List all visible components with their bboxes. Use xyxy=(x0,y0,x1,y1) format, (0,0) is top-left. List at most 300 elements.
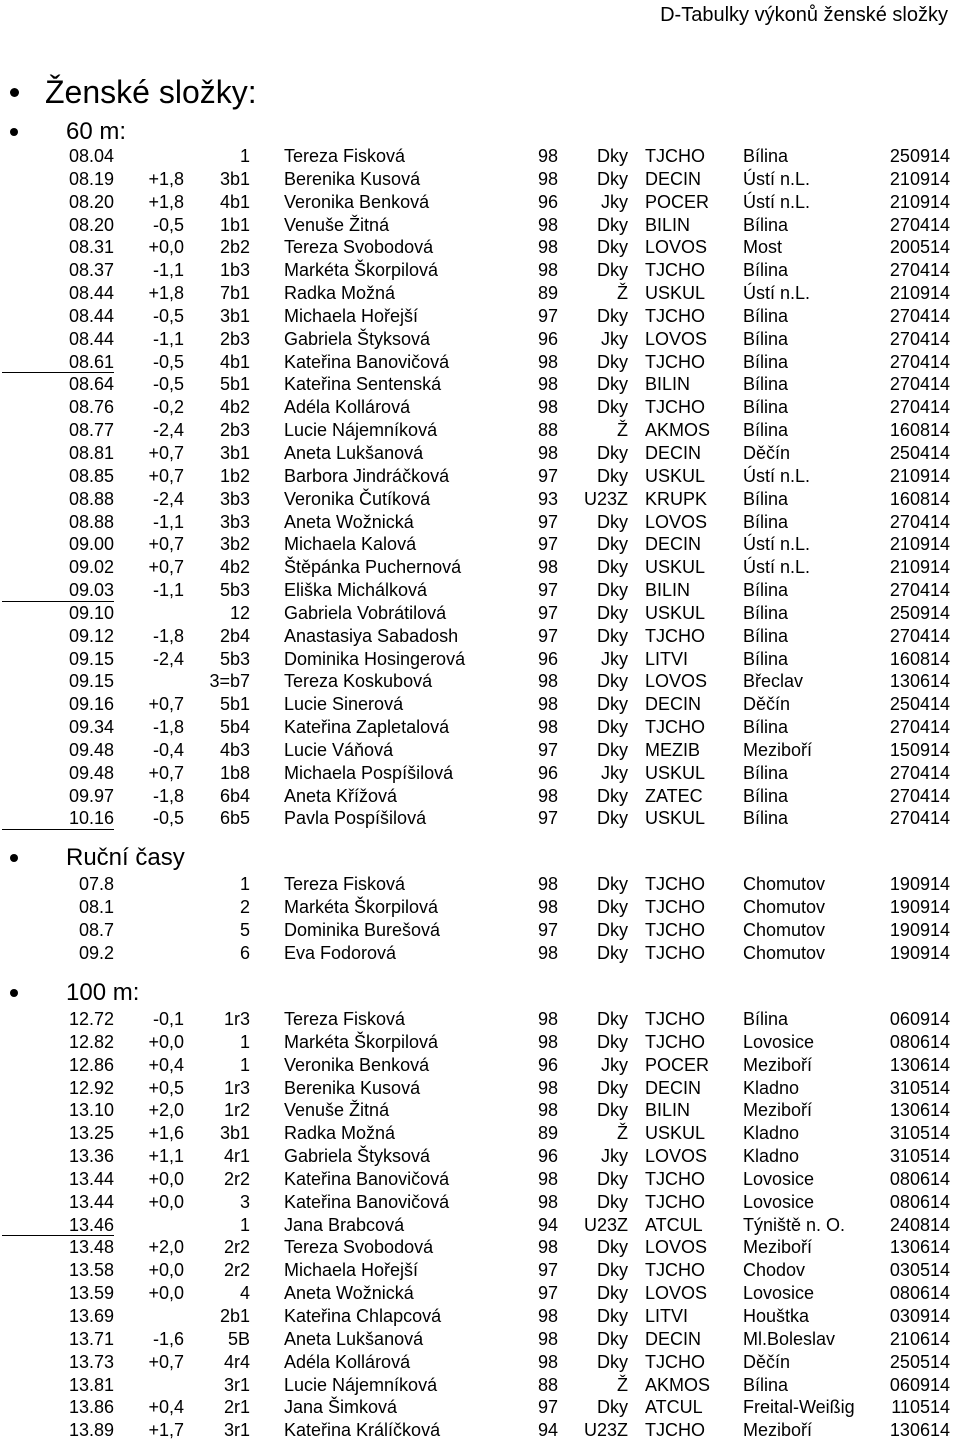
name-cell: Štěpánka Puchernová xyxy=(284,557,462,578)
place-cell: 2b2 xyxy=(219,237,250,258)
cat-cell: Dky xyxy=(597,1351,628,1372)
year-cell: 98 xyxy=(537,557,558,578)
place-cell: 12 xyxy=(229,602,250,623)
club-cell: TJCHO xyxy=(645,1420,705,1441)
date-cell: 210614 xyxy=(889,1328,950,1349)
date-cell: 060914 xyxy=(889,1374,950,1395)
club-cell: BILIN xyxy=(645,214,691,235)
date-cell: 130614 xyxy=(889,1237,950,1258)
venue-cell: Meziboří xyxy=(743,1054,813,1075)
venue-cell: Ústí n.L. xyxy=(743,191,811,212)
table-row xyxy=(0,762,960,785)
place-cell: 7b1 xyxy=(219,283,250,304)
table-row xyxy=(0,511,960,534)
year-cell: 97 xyxy=(537,1260,558,1281)
venue-cell: Děčín xyxy=(743,694,791,715)
date-cell: 190914 xyxy=(889,942,950,963)
date-cell: 250414 xyxy=(889,442,950,463)
table-row xyxy=(0,785,960,808)
club-cell: LITVI xyxy=(645,1305,689,1326)
wind-cell: +0,7 xyxy=(148,465,184,486)
perf-cell: 08.64 xyxy=(68,374,114,395)
name-cell: Gabriela Vobrátilová xyxy=(284,602,447,623)
table-row xyxy=(0,1328,960,1351)
year-cell: 98 xyxy=(537,1009,558,1029)
year-cell: 98 xyxy=(537,717,558,738)
cat-cell: Dky xyxy=(597,717,628,738)
year-cell: 97 xyxy=(537,1283,558,1304)
date-cell: 130614 xyxy=(889,1100,950,1121)
section-title: 60 m: xyxy=(66,118,127,145)
cat-cell: Ž xyxy=(617,283,628,304)
name-cell: Tereza Fisková xyxy=(284,1009,406,1029)
main-heading-text: Ženské složky: xyxy=(45,74,257,110)
table-row xyxy=(0,807,960,830)
name-cell: Veronika Benková xyxy=(284,191,430,212)
date-cell: 210914 xyxy=(889,191,950,212)
wind-cell: -2,4 xyxy=(152,648,184,669)
name-cell: Markéta Škorpilová xyxy=(284,896,439,917)
venue-cell: Most xyxy=(743,237,783,258)
name-cell: Aneta Wožnická xyxy=(284,1283,414,1304)
year-cell: 88 xyxy=(537,1374,558,1395)
name-cell: Kateřina Banovičová xyxy=(284,1168,450,1189)
results-table-60m xyxy=(0,145,960,830)
date-cell: 270414 xyxy=(889,717,950,738)
place-cell: 5B xyxy=(227,1328,250,1349)
venue-cell: Kladno xyxy=(743,1146,800,1167)
wind-cell: +1,8 xyxy=(148,168,184,189)
table-row xyxy=(0,579,960,602)
date-cell: 160814 xyxy=(889,648,950,669)
table-row xyxy=(0,648,960,671)
place-cell: 1 xyxy=(239,1031,250,1052)
year-cell: 98 xyxy=(537,671,558,692)
cat-cell: Dky xyxy=(597,874,628,894)
table-row xyxy=(0,305,960,328)
venue-cell: Děčín xyxy=(743,1351,791,1372)
cat-cell: Dky xyxy=(597,1009,628,1029)
wind-cell: -0,1 xyxy=(152,1009,184,1029)
place-cell: 2 xyxy=(239,896,250,917)
year-cell: 98 xyxy=(537,785,558,806)
section-heading-60m xyxy=(10,117,126,147)
wind-cell: +1,6 xyxy=(148,1123,184,1144)
table-row xyxy=(0,1077,960,1100)
wind-cell: -2,4 xyxy=(152,420,184,441)
perf-cell: 09.48 xyxy=(68,762,114,783)
perf-cell: 08.61 xyxy=(68,351,114,372)
table-row xyxy=(0,396,960,419)
bullet-icon xyxy=(10,128,18,136)
perf-cell: 13.36 xyxy=(68,1146,114,1167)
cat-cell: Dky xyxy=(597,214,628,235)
year-cell: 98 xyxy=(537,1191,558,1212)
perf-cell: 13.71 xyxy=(68,1328,114,1349)
name-cell: Anastasiya Sabadosh xyxy=(284,625,459,646)
name-cell: Michaela Hořejší xyxy=(284,1260,419,1281)
cat-cell: Dky xyxy=(597,1328,628,1349)
perf-cell: 07.8 xyxy=(78,874,114,894)
name-cell: Tereza Svobodová xyxy=(284,1237,434,1258)
perf-cell: 09.10 xyxy=(68,602,114,623)
main-heading xyxy=(10,72,257,112)
place-cell: 5 xyxy=(239,919,250,940)
year-cell: 98 xyxy=(537,374,558,395)
name-cell: Kateřina Sentenská xyxy=(284,374,442,395)
wind-cell: +0,5 xyxy=(148,1077,184,1098)
year-cell: 98 xyxy=(537,874,558,894)
cat-cell: Dky xyxy=(597,374,628,395)
club-cell: ATCUL xyxy=(645,1214,703,1235)
place-cell: 1b2 xyxy=(219,465,250,486)
table-row xyxy=(0,1259,960,1282)
cat-cell: Jky xyxy=(601,1146,628,1167)
table-row xyxy=(0,442,960,465)
perf-cell: 09.15 xyxy=(68,648,114,669)
venue-cell: Bílina xyxy=(743,580,789,601)
name-cell: Venuše Žitná xyxy=(284,1100,390,1121)
venue-cell: Bílina xyxy=(743,351,789,372)
table-row xyxy=(0,625,960,648)
venue-cell: Kladno xyxy=(743,1123,800,1144)
table-row xyxy=(0,1168,960,1191)
date-cell: 240814 xyxy=(889,1214,950,1235)
date-cell: 060914 xyxy=(889,1009,950,1029)
year-cell: 98 xyxy=(537,1168,558,1189)
name-cell: Aneta Křížová xyxy=(284,785,398,806)
name-cell: Kateřina Zapletalová xyxy=(284,717,450,738)
cat-cell: Dky xyxy=(597,260,628,281)
date-cell: 250514 xyxy=(889,1351,950,1372)
year-cell: 97 xyxy=(537,465,558,486)
perf-cell: 09.03 xyxy=(68,580,114,601)
cat-cell: Dky xyxy=(597,1100,628,1121)
year-cell: 97 xyxy=(537,808,558,829)
venue-cell: Bílina xyxy=(743,602,789,623)
cat-cell: Dky xyxy=(597,511,628,532)
club-cell: AKMOS xyxy=(645,1374,711,1395)
bullet-icon xyxy=(10,854,18,862)
cat-cell: U23Z xyxy=(583,1420,628,1441)
wind-cell: +0,0 xyxy=(148,237,184,258)
club-cell: USKUL xyxy=(645,762,706,783)
place-cell: 5b1 xyxy=(219,374,250,395)
venue-cell: Bílina xyxy=(743,1009,789,1029)
date-cell: 190914 xyxy=(889,896,950,917)
year-cell: 97 xyxy=(537,580,558,601)
place-cell: 3b1 xyxy=(219,168,250,189)
name-cell: Pavla Pospíšilová xyxy=(284,808,427,829)
year-cell: 94 xyxy=(537,1214,558,1235)
name-cell: Lucie Nájemníková xyxy=(284,420,438,441)
date-cell: 250914 xyxy=(889,146,950,166)
wind-cell: -1,1 xyxy=(152,328,184,349)
name-cell: Radka Možná xyxy=(284,1123,396,1144)
place-cell: 2r2 xyxy=(223,1237,250,1258)
club-cell: DECIN xyxy=(645,534,702,555)
place-cell: 4b3 xyxy=(219,739,250,760)
club-cell: USKUL xyxy=(645,602,706,623)
date-cell: 310514 xyxy=(889,1123,950,1144)
perf-cell: 08.76 xyxy=(68,397,114,418)
club-cell: TJCHO xyxy=(645,351,705,372)
venue-cell: Lovosice xyxy=(743,1191,815,1212)
perf-cell: 08.04 xyxy=(68,146,114,166)
table-row xyxy=(0,1374,960,1397)
cat-cell: Dky xyxy=(597,1168,628,1189)
wind-cell: +0,4 xyxy=(148,1397,184,1418)
table-row xyxy=(0,873,960,896)
club-cell: TJCHO xyxy=(645,717,705,738)
cat-cell: U23Z xyxy=(583,488,628,509)
venue-cell: Bílina xyxy=(743,214,789,235)
place-cell: 4b2 xyxy=(219,557,250,578)
place-cell: 2b3 xyxy=(219,420,250,441)
venue-cell: Bílina xyxy=(743,1374,789,1395)
perf-cell: 10.16 xyxy=(68,808,114,829)
date-cell: 270414 xyxy=(889,397,950,418)
club-cell: USKUL xyxy=(645,465,706,486)
venue-cell: Chomutov xyxy=(743,874,826,894)
date-cell: 270414 xyxy=(889,305,950,326)
venue-cell: Meziboří xyxy=(743,1420,813,1441)
date-cell: 210914 xyxy=(889,557,950,578)
venue-cell: Ústí n.L. xyxy=(743,465,811,486)
date-cell: 160814 xyxy=(889,420,950,441)
date-cell: 210914 xyxy=(889,168,950,189)
cat-cell: Dky xyxy=(597,896,628,917)
year-cell: 98 xyxy=(537,942,558,963)
name-cell: Markéta Škorpilová xyxy=(284,1031,439,1052)
venue-cell: Ústí n.L. xyxy=(743,534,811,555)
name-cell: Kateřina Banovičová xyxy=(284,351,450,372)
table-row xyxy=(0,1191,960,1214)
club-cell: TJCHO xyxy=(645,896,705,917)
club-cell: DECIN xyxy=(645,1328,702,1349)
place-cell: 1 xyxy=(239,1214,250,1235)
cat-cell: Dky xyxy=(597,942,628,963)
perf-cell: 08.44 xyxy=(68,328,114,349)
club-cell: ATCUL xyxy=(645,1397,703,1418)
venue-cell: Bílina xyxy=(743,420,789,441)
venue-cell: Bílina xyxy=(743,146,789,166)
name-cell: Lucie Sinerová xyxy=(284,694,404,715)
club-cell: USKUL xyxy=(645,1123,706,1144)
table-row xyxy=(0,419,960,442)
club-cell: DECIN xyxy=(645,694,702,715)
table-row xyxy=(0,1282,960,1305)
perf-cell: 12.82 xyxy=(68,1031,114,1052)
perf-cell: 12.92 xyxy=(68,1077,114,1098)
place-cell: 4b1 xyxy=(219,191,250,212)
year-cell: 94 xyxy=(537,1420,558,1441)
table-row xyxy=(0,465,960,488)
name-cell: Lucie Váňová xyxy=(284,739,394,760)
table-row xyxy=(0,533,960,556)
perf-cell: 09.48 xyxy=(68,739,114,760)
wind-cell: +0,7 xyxy=(148,442,184,463)
table-row xyxy=(0,236,960,259)
place-cell: 3b3 xyxy=(219,488,250,509)
place-cell: 4b2 xyxy=(219,397,250,418)
date-cell: 270414 xyxy=(889,328,950,349)
date-cell: 080614 xyxy=(889,1191,950,1212)
place-cell: 4b1 xyxy=(219,351,250,372)
perf-cell: 09.15 xyxy=(68,671,114,692)
club-cell: KRUPK xyxy=(645,488,708,509)
venue-cell: Děčín xyxy=(743,442,791,463)
perf-cell: 09.16 xyxy=(68,694,114,715)
date-cell: 130614 xyxy=(889,671,950,692)
perf-cell: 08.81 xyxy=(68,442,114,463)
year-cell: 98 xyxy=(537,146,558,166)
table-row xyxy=(0,488,960,511)
name-cell: Aneta Lukšanová xyxy=(284,442,424,463)
wind-cell: -0,5 xyxy=(152,351,184,372)
name-cell: Venuše Žitná xyxy=(284,214,390,235)
date-cell: 270414 xyxy=(889,214,950,235)
venue-cell: Bílina xyxy=(743,397,789,418)
year-cell: 96 xyxy=(537,648,558,669)
name-cell: Markéta Škorpilová xyxy=(284,260,439,281)
perf-cell: 08.85 xyxy=(68,465,114,486)
table-row xyxy=(0,1145,960,1168)
club-cell: AKMOS xyxy=(645,420,711,441)
perf-cell: 08.20 xyxy=(68,191,114,212)
date-cell: 210914 xyxy=(889,465,950,486)
name-cell: Dominika Burešová xyxy=(284,919,441,940)
date-cell: 200514 xyxy=(889,237,950,258)
table-row xyxy=(0,919,960,942)
name-cell: Kateřina Chlapcová xyxy=(284,1305,442,1326)
name-cell: Veronika Čutíková xyxy=(284,488,431,509)
wind-cell: +0,7 xyxy=(148,1351,184,1372)
name-cell: Berenika Kusová xyxy=(284,1077,421,1098)
name-cell: Berenika Kusová xyxy=(284,168,421,189)
club-cell: POCER xyxy=(645,191,710,212)
wind-cell: +0,7 xyxy=(148,557,184,578)
name-cell: Tereza Koskubová xyxy=(284,671,433,692)
club-cell: USKUL xyxy=(645,808,706,829)
year-cell: 96 xyxy=(537,762,558,783)
cat-cell: Dky xyxy=(597,237,628,258)
perf-cell: 09.12 xyxy=(68,625,114,646)
venue-cell: Lovosice xyxy=(743,1283,815,1304)
cat-cell: Dky xyxy=(597,919,628,940)
section-heading-hand-times xyxy=(10,843,185,873)
table-row xyxy=(0,1008,960,1031)
place-cell: 1b8 xyxy=(219,762,250,783)
venue-cell: Ml.Boleslav xyxy=(743,1328,836,1349)
place-cell: 2b3 xyxy=(219,328,250,349)
table-row xyxy=(0,739,960,762)
club-cell: TJCHO xyxy=(645,919,705,940)
perf-cell: 09.97 xyxy=(68,785,114,806)
venue-cell: Meziboří xyxy=(743,1100,813,1121)
club-cell: LOVOS xyxy=(645,328,708,349)
wind-cell: +0,4 xyxy=(148,1054,184,1075)
name-cell: Gabriela Štyksová xyxy=(284,328,431,349)
results-table-100m xyxy=(0,1008,960,1442)
cat-cell: Dky xyxy=(597,351,628,372)
place-cell: 1b1 xyxy=(219,214,250,235)
year-cell: 97 xyxy=(537,511,558,532)
year-cell: 97 xyxy=(537,739,558,760)
venue-cell: Chomutov xyxy=(743,896,826,917)
venue-cell: Bílina xyxy=(743,808,789,829)
name-cell: Eva Fodorová xyxy=(284,942,397,963)
cat-cell: Dky xyxy=(597,1305,628,1326)
wind-cell: -1,1 xyxy=(152,580,184,601)
table-row xyxy=(0,1419,960,1442)
date-cell: 270414 xyxy=(889,762,950,783)
year-cell: 89 xyxy=(537,283,558,304)
name-cell: Tereza Svobodová xyxy=(284,237,434,258)
year-cell: 96 xyxy=(537,1146,558,1167)
cat-cell: Ž xyxy=(617,420,628,441)
date-cell: 080614 xyxy=(889,1031,950,1052)
name-cell: Adéla Kollárová xyxy=(284,397,411,418)
table-row xyxy=(0,1031,960,1054)
cat-cell: Ž xyxy=(617,1123,628,1144)
date-cell: 210914 xyxy=(889,534,950,555)
perf-cell: 12.72 xyxy=(68,1009,114,1029)
year-cell: 98 xyxy=(537,1237,558,1258)
cat-cell: Jky xyxy=(601,762,628,783)
name-cell: Veronika Benková xyxy=(284,1054,430,1075)
perf-cell: 09.02 xyxy=(68,557,114,578)
place-cell: 3b2 xyxy=(219,534,250,555)
table-row xyxy=(0,670,960,693)
table-row xyxy=(0,942,960,965)
wind-cell: +1,1 xyxy=(148,1146,184,1167)
place-cell: 1 xyxy=(239,146,250,166)
date-cell: 270414 xyxy=(889,785,950,806)
perf-cell: 13.59 xyxy=(68,1283,114,1304)
perf-cell: 08.31 xyxy=(68,237,114,258)
club-cell: USKUL xyxy=(645,557,706,578)
perf-cell: 08.7 xyxy=(78,919,114,940)
date-cell: 270414 xyxy=(889,374,950,395)
name-cell: Eliška Michálková xyxy=(284,580,428,601)
place-cell: 3=b7 xyxy=(209,671,250,692)
table-row xyxy=(0,1351,960,1374)
year-cell: 98 xyxy=(537,1328,558,1349)
club-cell: BILIN xyxy=(645,1100,691,1121)
year-cell: 98 xyxy=(537,1351,558,1372)
perf-cell: 08.77 xyxy=(68,420,114,441)
table-row xyxy=(0,168,960,191)
date-cell: 270414 xyxy=(889,808,950,829)
year-cell: 98 xyxy=(537,694,558,715)
date-cell: 310514 xyxy=(889,1146,950,1167)
date-cell: 030514 xyxy=(889,1260,950,1281)
club-cell: DECIN xyxy=(645,168,702,189)
cat-cell: Jky xyxy=(601,648,628,669)
name-cell: Michaela Pospíšilová xyxy=(284,762,454,783)
place-cell: 2r2 xyxy=(223,1168,250,1189)
place-cell: 5b1 xyxy=(219,694,250,715)
place-cell: 1b3 xyxy=(219,260,250,281)
club-cell: DECIN xyxy=(645,442,702,463)
venue-cell: Freital-Weißig xyxy=(743,1397,855,1418)
bullet-icon xyxy=(10,989,18,997)
place-cell: 1 xyxy=(239,874,250,894)
place-cell: 3 xyxy=(239,1191,250,1212)
place-cell: 5b3 xyxy=(219,648,250,669)
venue-cell: Týniště n. O. xyxy=(743,1214,846,1235)
